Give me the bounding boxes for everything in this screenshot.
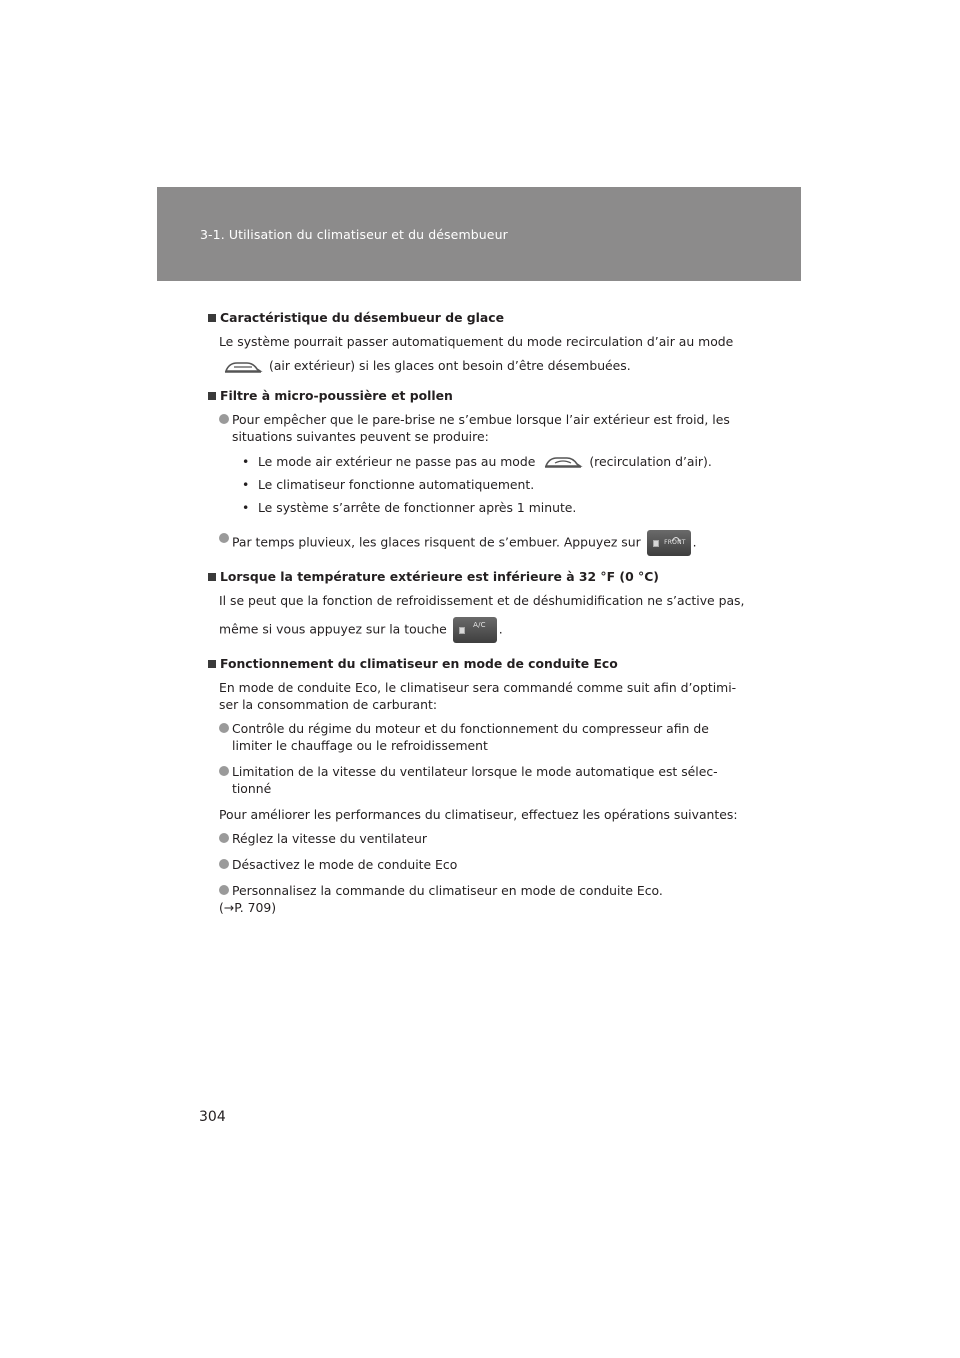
- square-bullet-icon: [208, 392, 216, 400]
- header-band: [157, 187, 801, 281]
- page-number: 304: [199, 1109, 226, 1125]
- paragraph-line: Le système pourrait passer automatiquement du mode recirculation d’air au mode: [219, 334, 734, 349]
- circle-bullet-icon: [219, 859, 229, 869]
- square-bullet-icon: [208, 660, 216, 668]
- section-title: Caractéristique du désembueur de glace: [208, 309, 748, 326]
- circle-bullet-icon: [219, 766, 229, 776]
- section-defogger-feature: Caractéristique du désembueur de glace Le système pourrait passer automatiquement du mode recirculation d’air au mode (air extérieur) si les glaces ont besoin d’être désembuées.: [208, 309, 748, 375]
- section-header-title: 3-1. Utilisation du climatiseur et du désembueur: [200, 227, 508, 242]
- circle-bullet-icon: [219, 833, 229, 843]
- recirculation-air-icon: [543, 454, 583, 470]
- list-item: Désactivez le mode de conduite Eco: [219, 856, 748, 873]
- section-title: Filtre à micro-poussière et pollen: [208, 387, 748, 404]
- page-reference-link[interactable]: (→P. 709): [219, 900, 277, 915]
- list-item: Pour empêcher que le pare-brise ne s’embue lorsque l’air extérieur est froid, les situations suivantes peuvent se produire: • Le mode air extérieur ne passe pas au mode (recirculation d’air). • Le climatiseur fonctionne automatiquement. • Le système s’arrête de fonctionner après 1 minute.: [219, 411, 748, 517]
- outside-air-icon: [223, 359, 263, 375]
- circle-bullet-icon: [219, 414, 229, 424]
- list-item: Limitation de la vitesse du ventilateur lorsque le mode automatique est sélec- tionné: [219, 763, 748, 797]
- square-bullet-icon: [208, 314, 216, 322]
- section-title: Fonctionnement du climatiseur en mode de conduite Eco: [208, 655, 748, 672]
- sub-list-item: • Le climatiseur fonctionne automatiquement.: [242, 477, 535, 492]
- list-item: Réglez la vitesse du ventilateur: [219, 830, 748, 847]
- front-defogger-button-icon: FRONT: [647, 530, 691, 556]
- list-item: Par temps pluvieux, les glaces risquent de s’embuer. Appuyez sur FRONT .: [219, 530, 748, 556]
- section-eco-mode: Fonctionnement du climatiseur en mode de conduite Eco En mode de conduite Eco, le climatiseur sera commandé comme suit afin d’optimi- ser la consommation de carburant: Contrôle du régime du moteur et du fonctionnement du compresseur afin de limiter le chauffage ou le refroidissement Limitation de la vitesse du ventilateur lorsque le mode automatique est sélec- tionné Pour améliorer les performances du climatiseur, effectuez les opérations suivantes: Réglez la vitesse du ventilateur Désactivez le mode de conduite Eco Personnalisez la commande du climatiseur en mode de conduite Eco. (→P. 709): [208, 655, 748, 916]
- page-content: [208, 309, 748, 928]
- sub-list-item: • Le mode air extérieur ne passe pas au mode (recirculation d’air).: [242, 453, 712, 469]
- circle-bullet-icon: [219, 533, 229, 543]
- list-item: Contrôle du régime du moteur et du fonctionnement du compresseur afin de limiter le chauffage ou le refroidissement: [219, 720, 748, 754]
- list-item: Personnalisez la commande du climatiseur en mode de conduite Eco. (→P. 709): [219, 882, 748, 916]
- section-title: Lorsque la température extérieure est inférieure à 32 °F (0 °C): [208, 568, 748, 585]
- section-low-temperature: Lorsque la température extérieure est inférieure à 32 °F (0 °C) Il se peut que la fonction de refroidissement et de déshumidification ne s’active pas, même si vous appuyez sur la touche A/C .: [208, 568, 748, 643]
- circle-bullet-icon: [219, 723, 229, 733]
- sub-list-item: • Le système s’arrête de fonctionner après 1 minute.: [242, 500, 577, 515]
- paragraph-line: Pour améliorer les performances du climatiseur, effectuez les opérations suivantes:: [219, 807, 738, 822]
- section-pollen-filter: [208, 387, 748, 557]
- ac-button-icon: A/C: [453, 617, 497, 643]
- circle-bullet-icon: [219, 885, 229, 895]
- square-bullet-icon: [208, 573, 216, 581]
